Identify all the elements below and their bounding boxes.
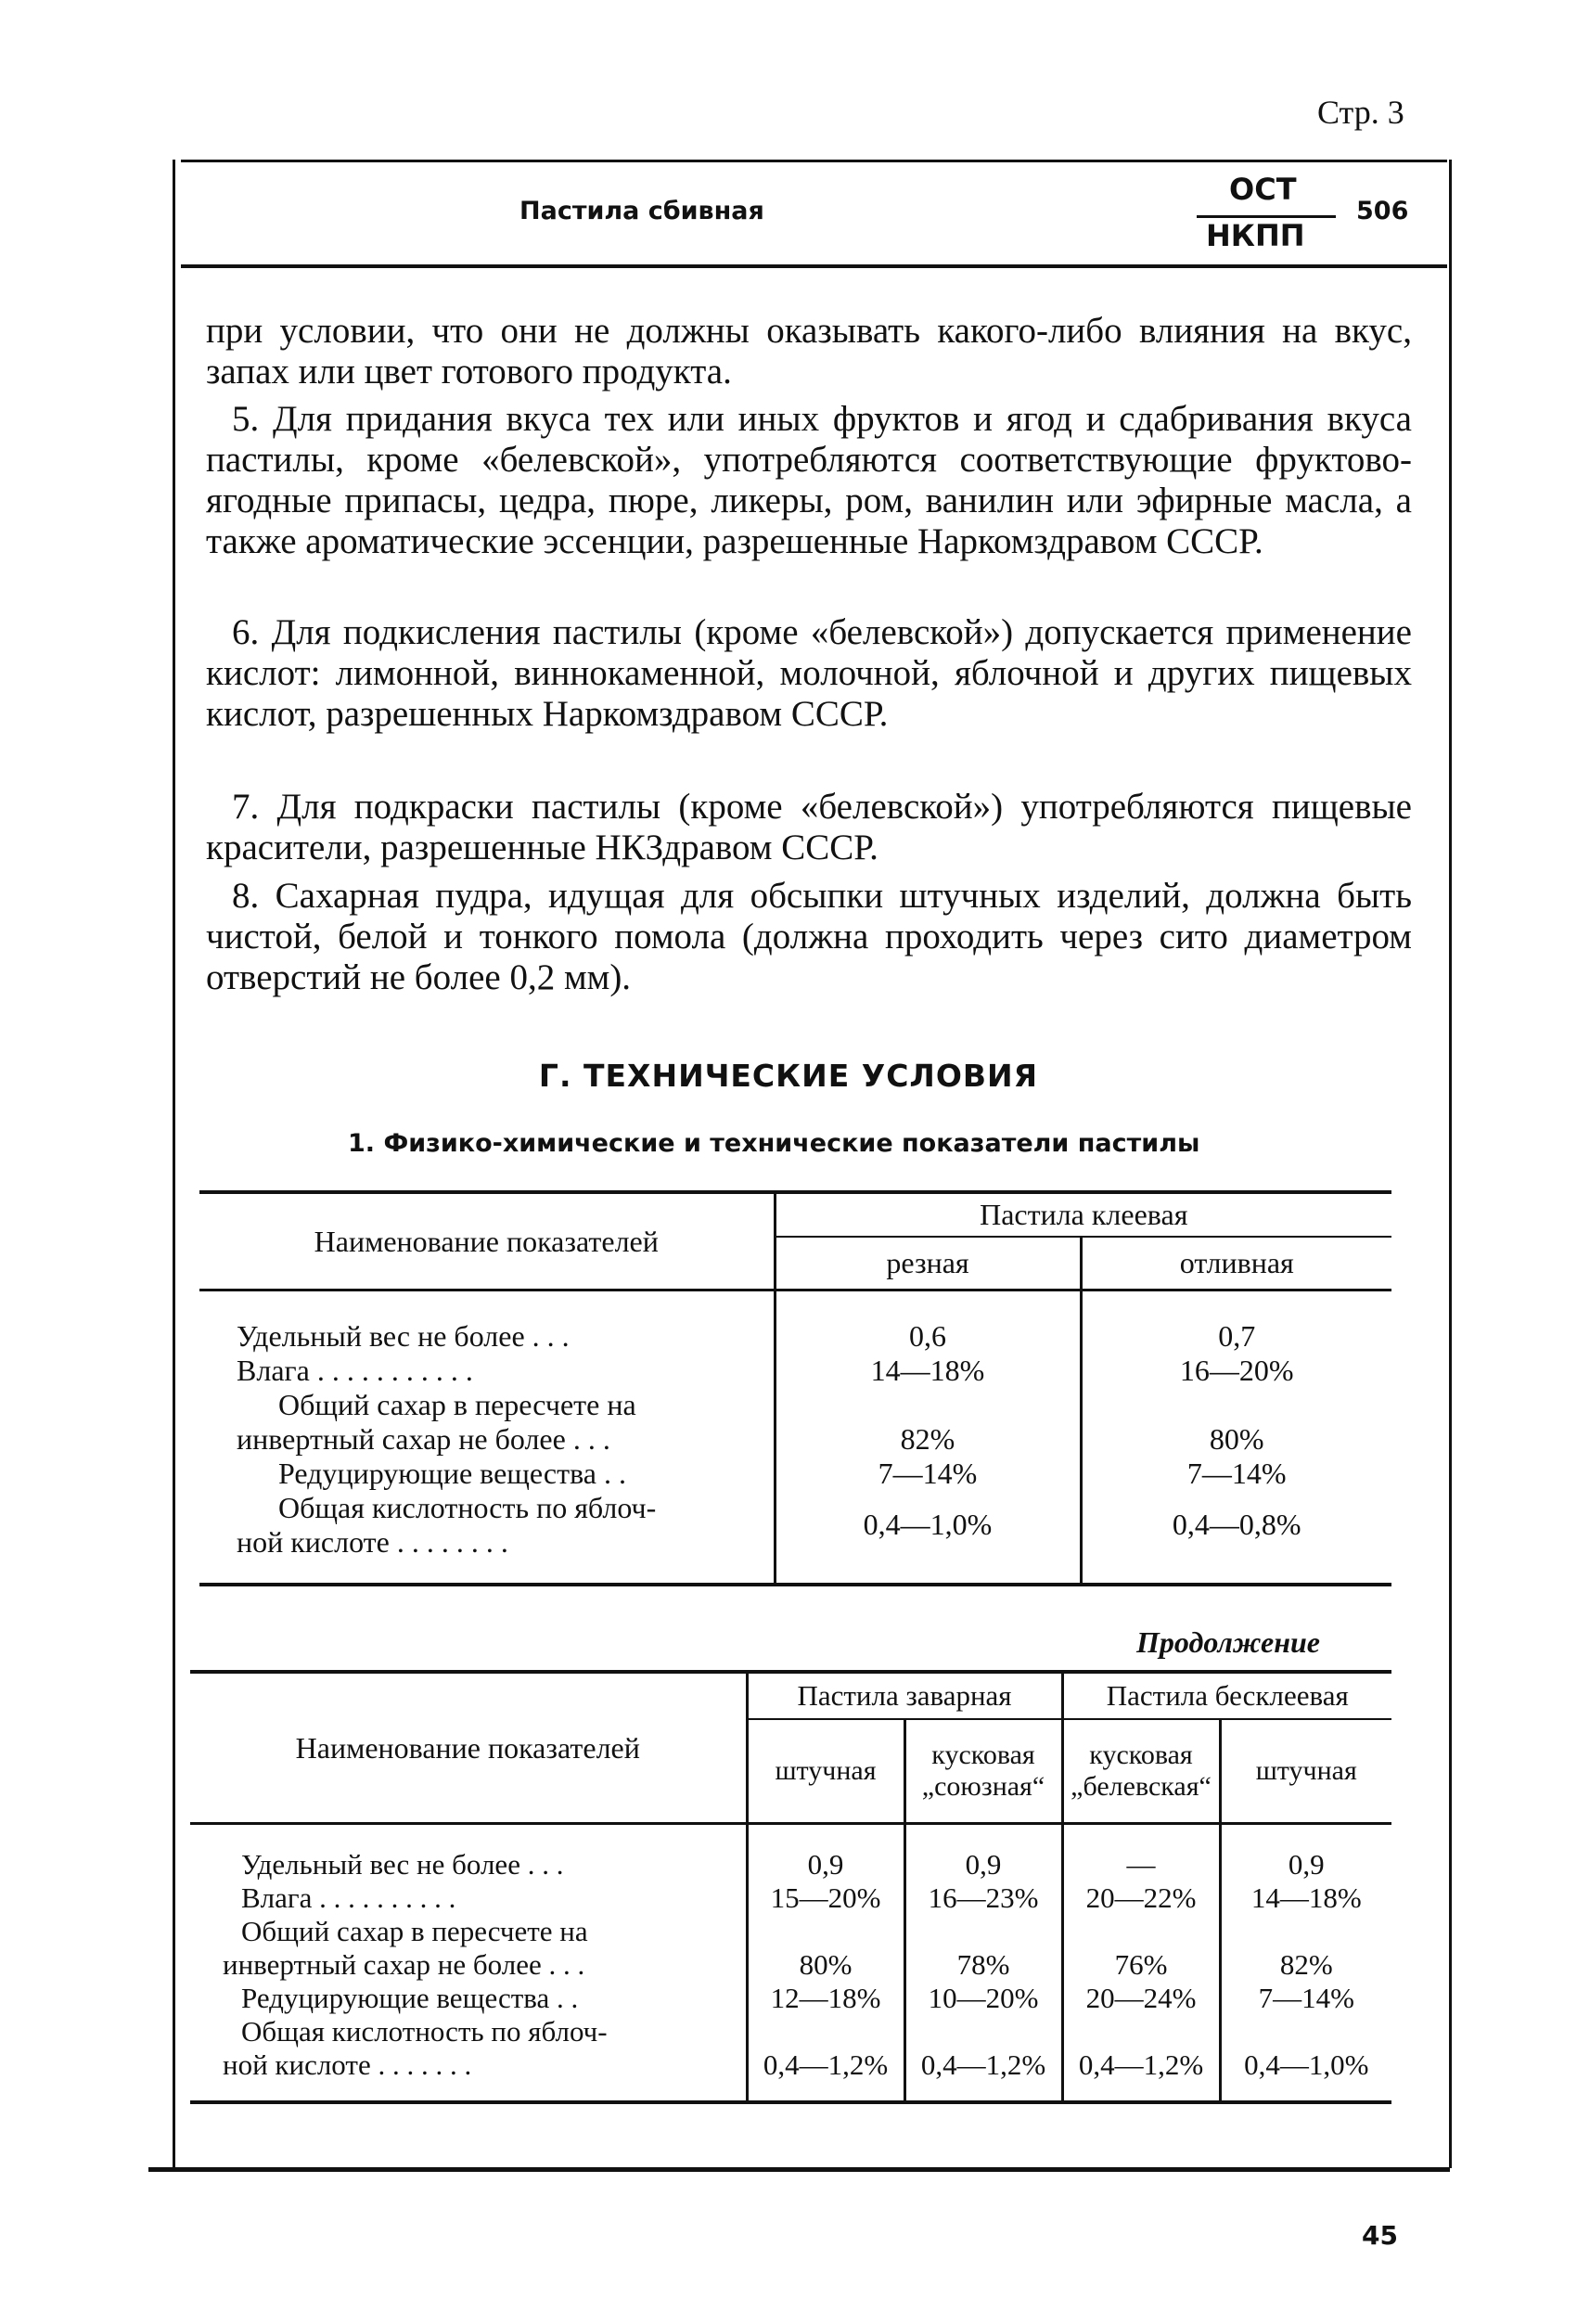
table2-value: 0,4—1,2% (920, 2048, 1046, 2081)
table1-value: 0,6 (909, 1319, 946, 1353)
paragraph-8: 8. Сахарная пудра, идущая для обсыпки штучных изделий, должна быть чистой, белой и тонкого помола (должна проходить через сито диаметром отверстий не более 0,2 мм). (206, 876, 1412, 997)
table2-row-label: Общий сахар в пересчете на (241, 1915, 588, 1947)
table2-col-header: штучная (1220, 1719, 1391, 1824)
paragraph-continuation: при условии, что они не должны оказывать какого-либо влияния на вкус, запах или цвет готового продукта. (206, 311, 1412, 392)
table1-value: 80% (1209, 1422, 1264, 1456)
table1-value: 0,4—1,0% (863, 1508, 993, 1541)
table2-row-label: инвертный сахар не более . . . (223, 1948, 585, 1981)
table1-name-cell (199, 1290, 775, 1586)
table2-value: — (1126, 1848, 1156, 1881)
table2-value: 15—20% (770, 1881, 881, 1914)
table2-name-header: Наименование показателей (190, 1672, 747, 1824)
table2-row-label: Удельный вес не более . . . (241, 1848, 564, 1881)
paragraph-7: 7. Для подкраски пастилы (кроме «белевской») употребляются пищевые красители, разрешенные НКЗдравом СССР. (206, 787, 1412, 867)
header-top-rule (181, 160, 1447, 162)
table1-values-col (1081, 1290, 1391, 1586)
table1-name-header: Наименование показателей (199, 1192, 775, 1290)
table2-group-header: Пастила бесклеевая (1062, 1672, 1391, 1719)
table2-row-label: ной кислоте . . . . . . . (223, 2048, 472, 2081)
table2-value: 16—23% (928, 1881, 1039, 1914)
table1-row-label: ной кислоте . . . . . . . . (237, 1525, 508, 1559)
table2-value: 82% (1279, 1948, 1333, 1981)
table2-value: 14—18% (1250, 1881, 1362, 1914)
table2-value: 0,4—1,2% (1078, 2048, 1204, 2081)
table2-row-label: Общая кислотность по яблоч- (241, 2015, 608, 2048)
section-title: Г. ТЕХНИЧЕСКИЕ УСЛОВИЯ (538, 1058, 1039, 1094)
indicators-table-2 (190, 1670, 1391, 2104)
indicators-table-1 (199, 1190, 1391, 1586)
table2-values-col (1220, 1824, 1391, 2103)
table2-value: 0,9 (965, 1848, 1002, 1881)
table1-value: 16—20% (1179, 1354, 1294, 1387)
table2-value: 80% (799, 1948, 853, 1981)
table1-value: 7—14% (878, 1457, 978, 1490)
table2-value: 78% (956, 1948, 1010, 1981)
subsection-title: 1. Физико-химические и технические показатели пастилы (348, 1129, 1200, 1158)
table1-col-header: резная (775, 1237, 1081, 1290)
table1-row-label: Редуцирующие вещества . . (278, 1457, 626, 1490)
left-border-rule (173, 160, 175, 2168)
table1-row-label: инвертный сахар не более . . . (237, 1422, 610, 1456)
table1-value: 0,4—0,8% (1172, 1508, 1301, 1541)
table2-value: 0,9 (807, 1848, 844, 1881)
table2-value: 0,9 (1288, 1848, 1325, 1881)
table2-value: 10—20% (928, 1982, 1039, 2014)
header-bottom-rule (181, 264, 1447, 268)
table2-values-col (747, 1824, 904, 2103)
paragraph-5: 5. Для придания вкуса тех или иных фруктов и ягод и сдабривания вкуса пастилы, кроме «белевской», употребляются соответствующие фруктово-ягодные припасы, цедра, пюре, ликеры, ром, ванилин или эфирные масла, а также ароматические эссенции, разрешенные Наркомздравом СССР. (206, 399, 1412, 561)
table2-col-header: кусковая „белевская“ (1062, 1719, 1220, 1824)
running-title: Пастила сбивная (519, 197, 764, 225)
table2-col-header: штучная (747, 1719, 904, 1824)
table2-value: 12—18% (770, 1982, 881, 2014)
standard-bottom: НКПП (1206, 218, 1305, 253)
table2-row-label: Редуцирующие вещества . . (241, 1982, 579, 2014)
table1-row-label: Влага . . . . . . . . . . . (237, 1354, 473, 1387)
table1-value: 14—18% (870, 1354, 985, 1387)
standard-number: 506 (1356, 197, 1409, 225)
table1-row-label: Общий сахар в пересчете на (278, 1388, 636, 1421)
table2-value: 76% (1114, 1948, 1168, 1981)
table1-value: 0,7 (1218, 1319, 1256, 1353)
page-bottom-rule (148, 2167, 1450, 2172)
table1-col-header: отливная (1081, 1237, 1391, 1290)
table1-group-header: Пастила клеевая (775, 1192, 1391, 1237)
table2-value: 0,4—1,0% (1244, 2048, 1369, 2081)
table2-group-header: Пастила заварная (747, 1672, 1062, 1719)
page-label: Стр. 3 (1317, 94, 1404, 131)
table2-col-header: кусковая „союзная“ (904, 1719, 1062, 1824)
standard-top: ОСТ (1229, 172, 1297, 207)
table2-name-cell (190, 1824, 747, 2103)
table2-value: 20—22% (1085, 1881, 1197, 1914)
table2-values-col (904, 1824, 1062, 2103)
table1-row-label: Общая кислотность по яблоч- (278, 1491, 657, 1524)
continued-label: Продолжение (1136, 1625, 1320, 1659)
table1-values-col (775, 1290, 1081, 1586)
table1-value: 82% (900, 1422, 955, 1456)
table2-value: 0,4—1,2% (763, 2048, 889, 2081)
table2-values-col (1062, 1824, 1220, 2103)
right-border-rule (1449, 160, 1452, 2168)
folio-number: 45 (1362, 2220, 1398, 2251)
table2-row-label: Влага . . . . . . . . . . (241, 1881, 456, 1914)
table2-value: 20—24% (1085, 1982, 1197, 2014)
table1-value: 7—14% (1186, 1457, 1287, 1490)
table1-row-label: Удельный вес не более . . . (237, 1319, 570, 1353)
paragraph-6: 6. Для подкисления пастилы (кроме «белевской») допускается применение кислот: лимонной, виннокаменной, молочной, яблочной и других пищевых кислот, разрешенных Наркомздравом СССР. (206, 612, 1412, 734)
table2-value: 7—14% (1258, 1982, 1354, 2014)
